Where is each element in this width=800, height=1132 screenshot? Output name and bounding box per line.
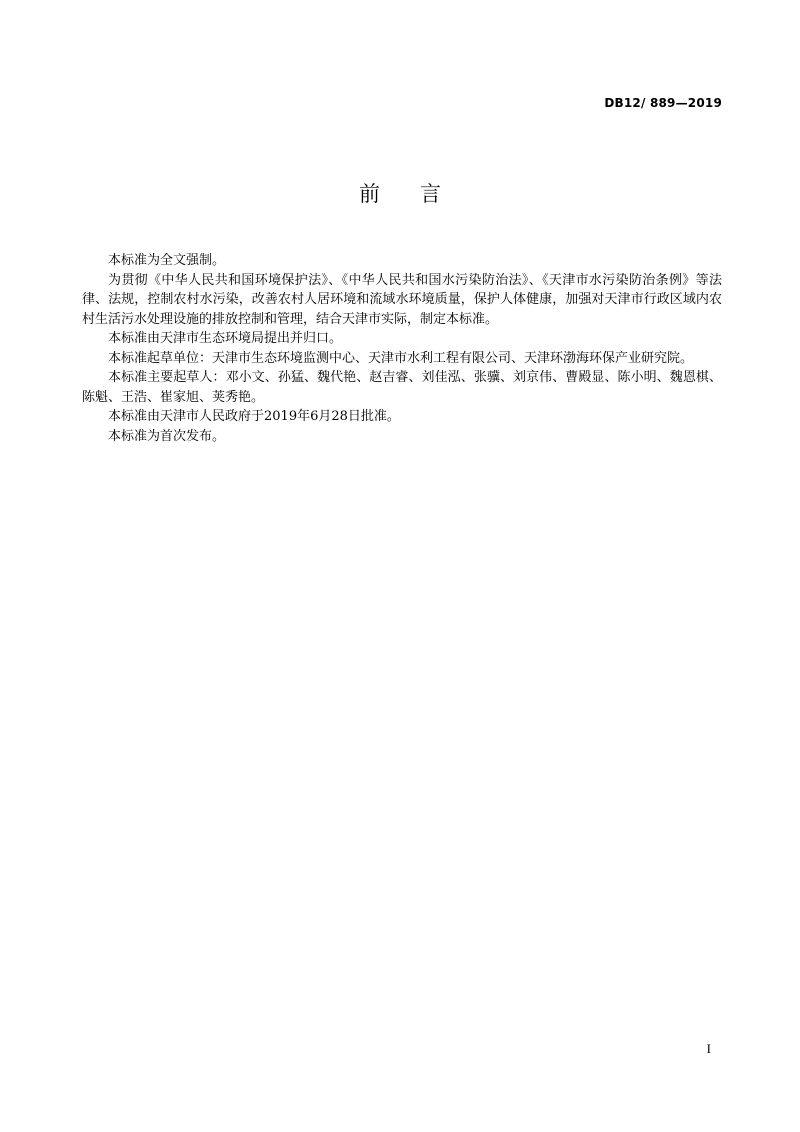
paragraph-proposer: 本标准由天津市生态环境局提出并归口。 <box>108 331 343 346</box>
section-title-foreword: 前言 <box>359 182 481 206</box>
paragraph-mandatory: 本标准为全文强制。 <box>108 253 226 268</box>
paragraph-approval: 本标准由天津市人民政府于2019年6月28日批准。 <box>108 409 400 424</box>
paragraph-drafters: 本标准主要起草人：邓小文、孙猛、魏代艳、赵吉睿、刘佳泓、张骥、刘京伟、曹殿显、陈小明、魏恩棋、陈魁、王浩、崔家旭、荚秀艳。 <box>82 370 722 405</box>
paragraph-first-release: 本标准为首次发布。 <box>108 428 226 444</box>
paragraph-drafting-units: 本标准起草单位：天津市生态环境监测中心、天津市水利工程有限公司、天津环渤海环保产业研究院。 <box>108 350 694 366</box>
foreword-body <box>82 251 722 446</box>
document-code: DB12/ 889—2019 <box>604 96 722 110</box>
page-number: I <box>706 1041 711 1056</box>
paragraph-purpose: 为贯彻《中华人民共和国环境保护法》、《中华人民共和国水污染防治法》、《天津市水污染防治条例》等法律、法规，控制农村水污染，改善农村人居环境和流域水环境质量，保护人体健康，加强对天津市行政区域内农村生活污水处理设施的排放控制和管理，结合天津市实际，制定本标准。 <box>82 272 722 327</box>
